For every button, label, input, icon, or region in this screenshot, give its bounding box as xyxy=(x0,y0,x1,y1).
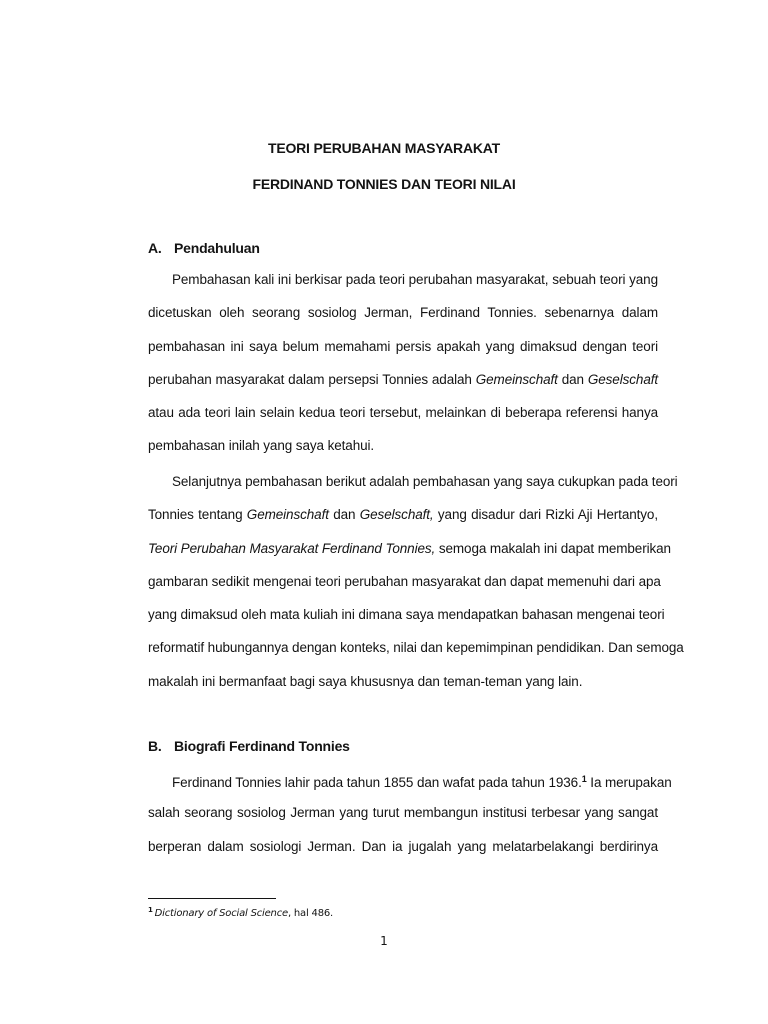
text-span: perubahan masyarakat dalam persepsi Tonnies adalah xyxy=(148,371,472,387)
italic-term: Gemeinschaft xyxy=(246,507,329,523)
text-span: semoga makalah ini dapat memberikan xyxy=(438,540,671,556)
text-line xyxy=(148,498,658,531)
text-line xyxy=(148,532,671,565)
italic-term: Gemeinschaft xyxy=(475,371,558,387)
text-line: makalah ini bermanfaat bagi saya khususnya dan teman-teman yang lain. xyxy=(148,673,583,689)
text-line: atau ada teori lain selain kedua teori tersebut, melainkan di beberapa referensi hanya xyxy=(148,405,658,421)
text-line: Selanjutnya pembahasan berikut adalah pembahasan yang saya cukupkan pada teori xyxy=(172,474,678,489)
text-line: yang dimaksud oleh mata kuliah ini dimana saya mendapatkan bahasan mengenai teori xyxy=(148,607,665,623)
text-line xyxy=(148,363,658,396)
section-letter: A. xyxy=(148,240,162,256)
footnote-number: 1 xyxy=(148,906,153,914)
paragraph-scope xyxy=(148,465,684,698)
text-line: pembahasan ini saya belum memahami persis apakah yang dimaksud dengan teori xyxy=(148,338,658,354)
text-line: berperan dalam sosiologi Jerman. Dan ia jugalah yang melatarbelakangi berdirinya xyxy=(148,838,658,854)
footnote-reference[interactable]: 1 xyxy=(581,774,587,784)
footnote-divider xyxy=(148,898,276,899)
footnote xyxy=(148,906,333,919)
footnote-detail: , hal 486. xyxy=(287,908,333,919)
text-line: reformatif hubungannya dengan konteks, nilai dan kepemimpinan pendidikan. Dan semoga xyxy=(148,640,684,656)
text-span: Ia merupakan xyxy=(590,775,672,790)
text-span: dan xyxy=(333,507,356,523)
text-line: salah seorang sosiolog Jerman yang turut membangun institusi terbesar yang sangat xyxy=(148,805,658,821)
document-subtitle: FERDINAND TONNIES DAN TEORI NILAI xyxy=(252,176,516,192)
section-letter: B. xyxy=(148,738,162,754)
text-line: Pembahasan kali ini berkisar pada teori perubahan masyarakat, sebuah teori yang xyxy=(172,272,658,287)
section-heading-pendahuluan xyxy=(148,240,260,256)
page-number: 1 xyxy=(380,934,388,948)
text-line: dicetuskan oleh seorang sosiolog Jerman, Ferdinand Tonnies. sebenarnya dalam xyxy=(148,305,658,321)
paragraph-intro xyxy=(148,263,658,463)
footnote-source: Dictionary of Social Science xyxy=(154,908,288,919)
paragraph-biography xyxy=(148,763,672,863)
text-line xyxy=(148,763,672,796)
italic-term: Geselschaft, xyxy=(359,507,434,523)
text-span: dan xyxy=(561,371,584,387)
text-span: yang disadur dari Rizki Aji Hertantyo, xyxy=(437,507,658,523)
text-span: Ferdinand Tonnies lahir pada tahun 1855 dan wafat pada tahun 1936. xyxy=(172,775,582,790)
section-title: Pendahuluan xyxy=(174,240,260,256)
text-line: pembahasan inilah yang saya ketahui. xyxy=(148,438,375,454)
section-heading-biografi xyxy=(148,738,350,754)
italic-citation: Teori Perubahan Masyarakat Ferdinand Tonnies, xyxy=(148,540,436,556)
italic-term: Geselschaft xyxy=(587,371,659,387)
document-title: TEORI PERUBAHAN MASYARAKAT xyxy=(267,140,501,156)
text-span: Tonnies tentang xyxy=(148,507,243,523)
section-title: Biografi Ferdinand Tonnies xyxy=(174,738,350,754)
text-line: gambaran sedikit mengenai teori perubahan masyarakat dan dapat memenuhi dari apa xyxy=(148,573,661,589)
